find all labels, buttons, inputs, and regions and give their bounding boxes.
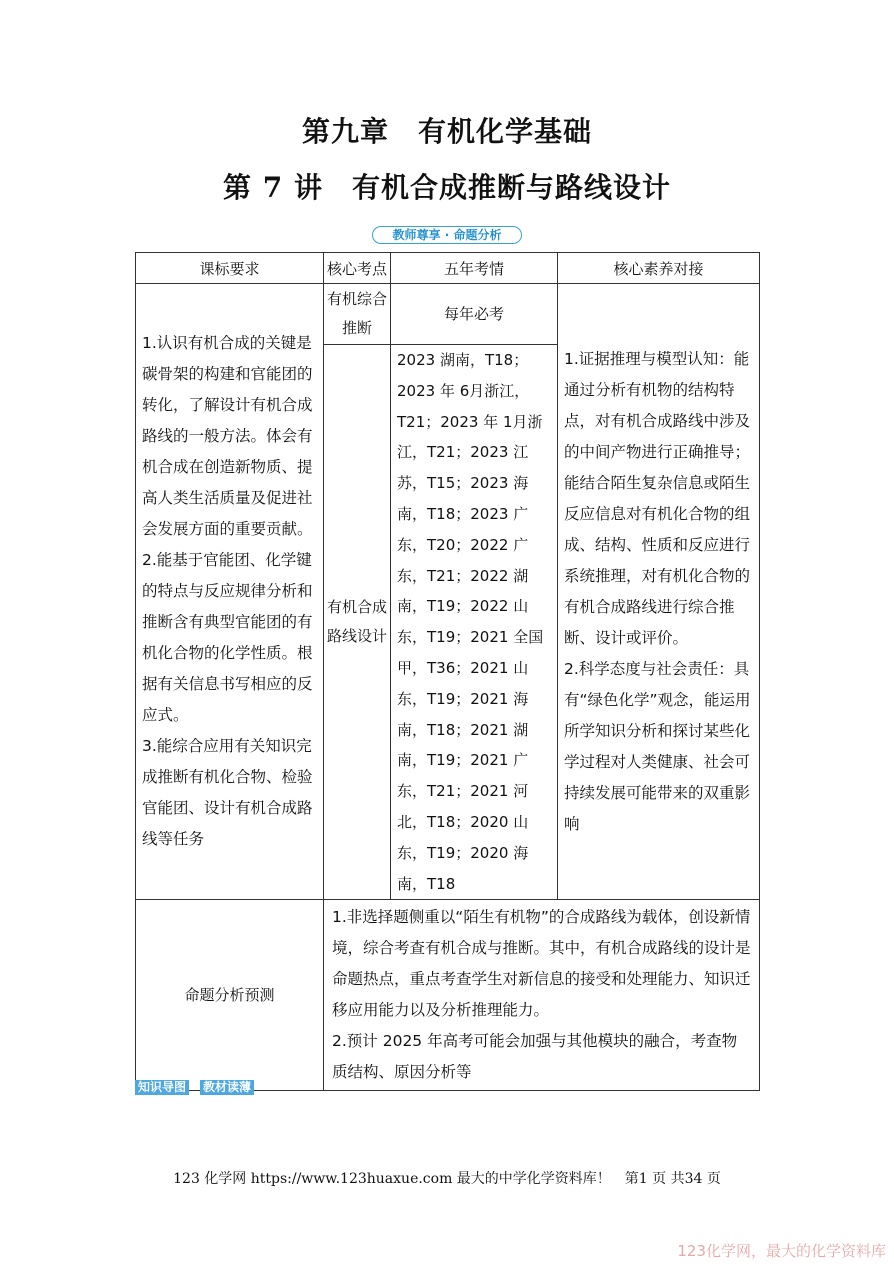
prediction-text: 1.非选择题侧重以“陌生有机物”的合成路线为载体，创设新情境，综合考查有机合成与推断。其中，有机合成路线的设计是命题热点，重点考查学生对新信息的接受和处理能力、知识迁移应用能力以及分析推理能力。 2.预计 2025 年高考可能会加强与其他模块的融合，考查物质结构、原因分析等 — [332, 908, 751, 1082]
table-row — [136, 284, 760, 345]
lesson-title: 第 7 讲 有机合成推断与路线设计 — [223, 171, 671, 204]
tag-knowledge-map: 知识导图 — [135, 1080, 189, 1095]
topic-cell-1: 有机综合推断 — [324, 284, 391, 345]
table-row — [136, 900, 760, 1091]
header-literacy: 核心素养对接 — [558, 253, 760, 284]
page-footer: 123 化学网 https://www.123huaxue.com 最大的中学化学资料库！ 第1 页 共34 页 — [173, 1171, 721, 1187]
tag-textbook: 教材读薄 — [200, 1080, 254, 1095]
exam-cell-1: 每年必考 — [391, 284, 558, 345]
watermark: 123化学网，最大的化学资料库 — [677, 1242, 886, 1260]
prediction-label: 命题分析预测 — [136, 900, 324, 1091]
header-standards: 课标要求 — [136, 253, 324, 284]
standards-cell — [136, 284, 324, 900]
literacy-text: 1.证据推理与模型认知：能通过分析有机物的结构特点，对有机合成路线中涉及的中间产物进行正确推导；能结合陌生复杂信息或陌生反应信息对有机化合物的组成、结构、性质和反应进行系统推理，对有机化合物的有机合成路线进行综合推断、设计或评价。 2.科学态度与社会责任：具有“绿色化学”观念，能运用所学知识分析和探讨某些化学过程对人类健康、社会可持续发展可能带来的双重影响 — [564, 349, 751, 833]
prediction-cell — [324, 900, 760, 1091]
teacher-badge: 教师尊享 · 命题分析 — [372, 226, 522, 244]
header-topic: 核心考点 — [324, 253, 391, 284]
exam-cell-2: 2023 湖南，T18；2023 年 6月浙江，T21；2023 年 1月浙江，T21；2023 江苏，T15；2023 海南，T18；2023 广东，T20；2022 广东，T21；2022 湖南，T19；2022 山东，T19；2021 全国甲，T36；2021 山东，T19；2021 海南，T18；2021 湖南，T19；2021 广东，T21；2021 河北，T18；2020 山东，T19；2020 海南，T18 — [391, 345, 558, 900]
topic-cell-2: 有机合成路线设计 — [324, 345, 391, 900]
literacy-cell — [558, 284, 760, 900]
table-header-row — [136, 253, 760, 284]
header-exams: 五年考情 — [391, 253, 558, 284]
syllabus-table — [135, 252, 760, 1091]
chapter-title: 第九章 有机化学基础 — [301, 115, 592, 148]
standards-text: 1.认识有机合成的关键是碳骨架的构建和官能团的转化，了解设计有机合成路线的一般方法。体会有机合成在创造新物质、提高人类生活质量及促进社会发展方面的重要贡献。 2.能基于官能团、化学键的特点与反应规律分析和推断含有典型官能团的有机化合物的化学性质。根据有关信息书写相应的反应式。 3.能综合应用有关知识完成推断有机化合物、检验官能团、设计有机合成路线等任务 — [142, 334, 313, 849]
